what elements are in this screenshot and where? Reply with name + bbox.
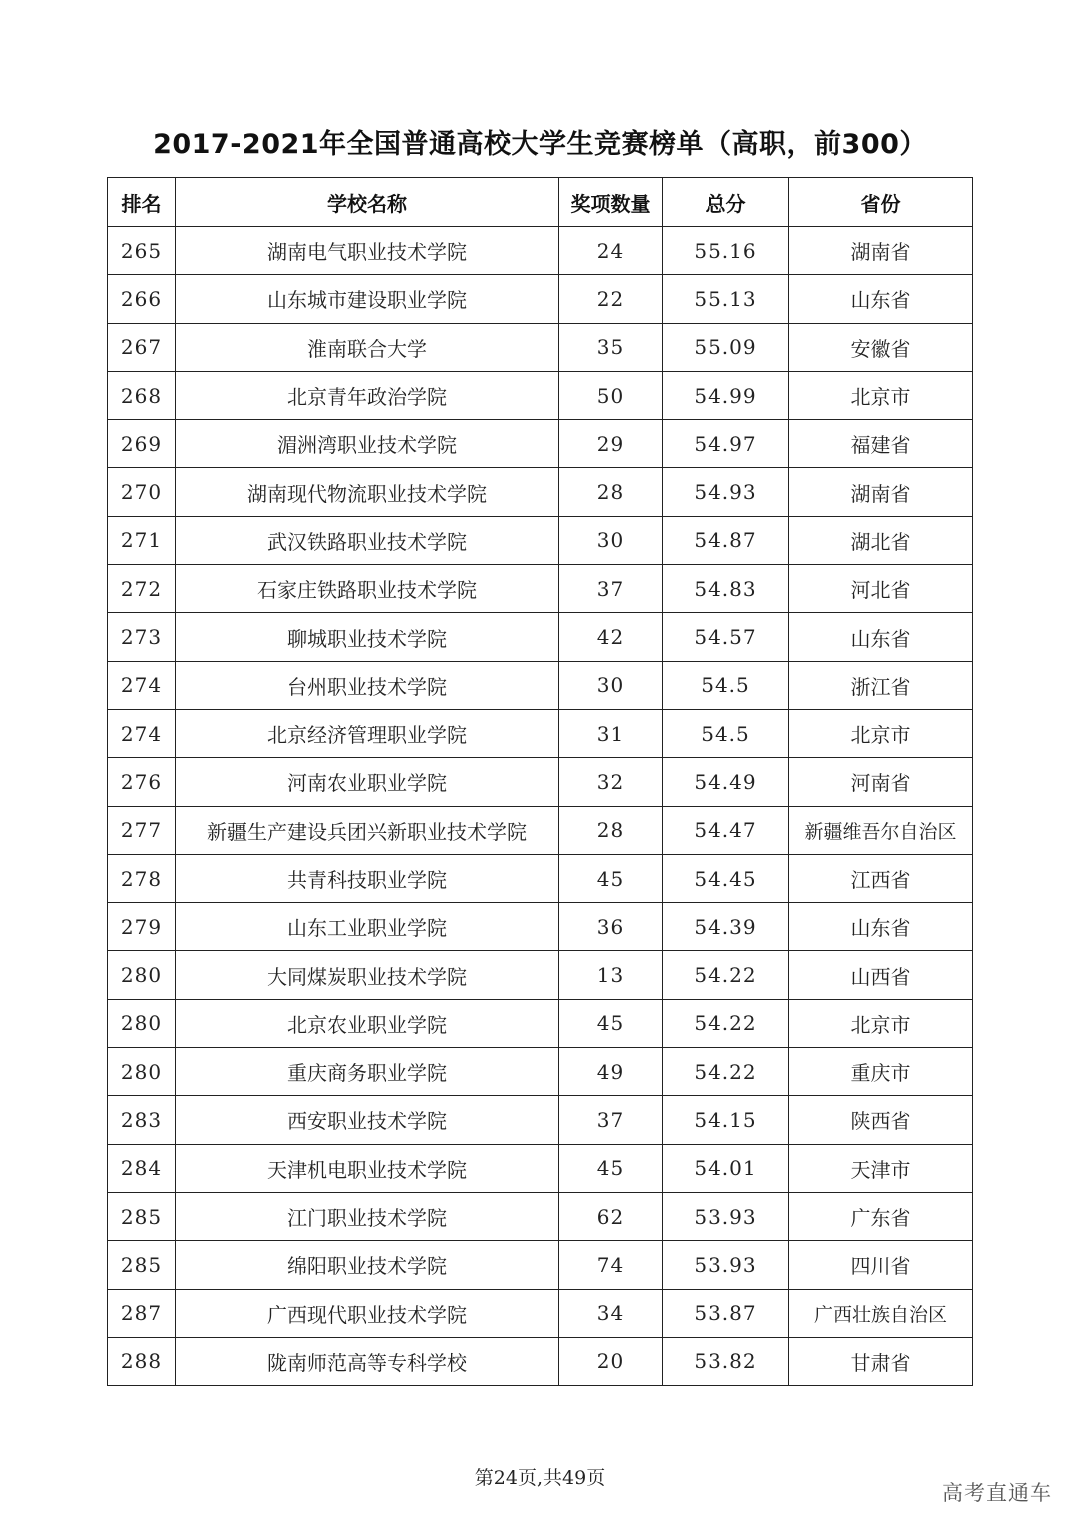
cell-school: 湖南现代物流职业技术学院 bbox=[176, 468, 559, 516]
cell-score: 54.22 bbox=[663, 1048, 789, 1096]
table-row bbox=[108, 565, 973, 613]
cell-province: 甘肃省 bbox=[789, 1337, 973, 1385]
table-row bbox=[108, 758, 973, 806]
cell-rank: 273 bbox=[108, 613, 176, 661]
document-title: 2017-2021年全国普通高校大学生竞赛榜单（高职，前300） bbox=[153, 129, 927, 160]
cell-rank: 274 bbox=[108, 709, 176, 757]
cell-awards: 20 bbox=[559, 1337, 663, 1385]
cell-rank: 270 bbox=[108, 468, 176, 516]
cell-score: 54.83 bbox=[663, 565, 789, 613]
cell-score: 54.5 bbox=[663, 709, 789, 757]
cell-province: 山东省 bbox=[789, 903, 973, 951]
cell-province: 广东省 bbox=[789, 1192, 973, 1240]
cell-rank: 269 bbox=[108, 420, 176, 468]
cell-awards: 30 bbox=[559, 661, 663, 709]
cell-score: 53.87 bbox=[663, 1289, 789, 1337]
cell-score: 54.15 bbox=[663, 1096, 789, 1144]
table-header bbox=[108, 178, 973, 227]
cell-rank: 285 bbox=[108, 1192, 176, 1240]
cell-score: 53.93 bbox=[663, 1241, 789, 1289]
cell-score: 54.57 bbox=[663, 613, 789, 661]
cell-province: 山东省 bbox=[789, 613, 973, 661]
table-row bbox=[108, 709, 973, 757]
table-row bbox=[108, 516, 973, 564]
cell-province: 陕西省 bbox=[789, 1096, 973, 1144]
cell-school: 新疆生产建设兵团兴新职业技术学院 bbox=[176, 806, 559, 854]
table-row bbox=[108, 1144, 973, 1192]
cell-score: 54.49 bbox=[663, 758, 789, 806]
cell-school: 北京青年政治学院 bbox=[176, 371, 559, 419]
cell-rank: 280 bbox=[108, 951, 176, 999]
cell-province: 北京市 bbox=[789, 709, 973, 757]
cell-school: 北京农业职业学院 bbox=[176, 999, 559, 1047]
cell-score: 54.01 bbox=[663, 1144, 789, 1192]
cell-score: 55.09 bbox=[663, 323, 789, 371]
cell-rank: 266 bbox=[108, 275, 176, 323]
cell-score: 54.22 bbox=[663, 951, 789, 999]
cell-province: 重庆市 bbox=[789, 1048, 973, 1096]
cell-province: 北京市 bbox=[789, 999, 973, 1047]
cell-school: 台州职业技术学院 bbox=[176, 661, 559, 709]
cell-school: 大同煤炭职业技术学院 bbox=[176, 951, 559, 999]
ranking-table bbox=[107, 177, 973, 1386]
table-row bbox=[108, 999, 973, 1047]
cell-score: 54.47 bbox=[663, 806, 789, 854]
cell-score: 54.5 bbox=[663, 661, 789, 709]
cell-awards: 37 bbox=[559, 1096, 663, 1144]
watermark-text: 高考直通车 bbox=[942, 1481, 1052, 1505]
cell-school: 湖南电气职业技术学院 bbox=[176, 227, 559, 275]
cell-awards: 13 bbox=[559, 951, 663, 999]
table-row bbox=[108, 613, 973, 661]
cell-awards: 28 bbox=[559, 806, 663, 854]
cell-school: 北京经济管理职业学院 bbox=[176, 709, 559, 757]
cell-school: 广西现代职业技术学院 bbox=[176, 1289, 559, 1337]
header-row bbox=[108, 178, 973, 227]
cell-score: 54.87 bbox=[663, 516, 789, 564]
cell-school: 共青科技职业学院 bbox=[176, 854, 559, 902]
cell-awards: 36 bbox=[559, 903, 663, 951]
cell-school: 淮南联合大学 bbox=[176, 323, 559, 371]
cell-province: 北京市 bbox=[789, 371, 973, 419]
cell-province: 湖南省 bbox=[789, 468, 973, 516]
cell-rank: 276 bbox=[108, 758, 176, 806]
table-row bbox=[108, 1096, 973, 1144]
cell-school: 重庆商务职业学院 bbox=[176, 1048, 559, 1096]
header-province: 省份 bbox=[789, 178, 973, 227]
cell-province: 河南省 bbox=[789, 758, 973, 806]
cell-school: 聊城职业技术学院 bbox=[176, 613, 559, 661]
cell-score: 54.99 bbox=[663, 371, 789, 419]
cell-province: 山西省 bbox=[789, 951, 973, 999]
cell-rank: 277 bbox=[108, 806, 176, 854]
cell-rank: 268 bbox=[108, 371, 176, 419]
cell-score: 55.13 bbox=[663, 275, 789, 323]
cell-school: 陇南师范高等专科学校 bbox=[176, 1337, 559, 1385]
cell-province: 广西壮族自治区 bbox=[789, 1289, 973, 1337]
cell-rank: 274 bbox=[108, 661, 176, 709]
cell-score: 55.16 bbox=[663, 227, 789, 275]
table-row bbox=[108, 420, 973, 468]
cell-awards: 34 bbox=[559, 1289, 663, 1337]
header-score: 总分 bbox=[663, 178, 789, 227]
table-row bbox=[108, 1289, 973, 1337]
cell-awards: 35 bbox=[559, 323, 663, 371]
cell-score: 54.93 bbox=[663, 468, 789, 516]
table-row bbox=[108, 1241, 973, 1289]
cell-province: 安徽省 bbox=[789, 323, 973, 371]
cell-awards: 45 bbox=[559, 854, 663, 902]
cell-province: 浙江省 bbox=[789, 661, 973, 709]
cell-province: 河北省 bbox=[789, 565, 973, 613]
cell-awards: 42 bbox=[559, 613, 663, 661]
table-row bbox=[108, 468, 973, 516]
cell-awards: 50 bbox=[559, 371, 663, 419]
table-row bbox=[108, 806, 973, 854]
cell-school: 山东城市建设职业学院 bbox=[176, 275, 559, 323]
cell-score: 53.93 bbox=[663, 1192, 789, 1240]
cell-province: 山东省 bbox=[789, 275, 973, 323]
cell-awards: 28 bbox=[559, 468, 663, 516]
table-row bbox=[108, 1337, 973, 1385]
cell-awards: 74 bbox=[559, 1241, 663, 1289]
cell-school: 石家庄铁路职业技术学院 bbox=[176, 565, 559, 613]
cell-province: 新疆维吾尔自治区 bbox=[789, 806, 973, 854]
cell-score: 54.39 bbox=[663, 903, 789, 951]
cell-school: 绵阳职业技术学院 bbox=[176, 1241, 559, 1289]
table-row bbox=[108, 323, 973, 371]
cell-awards: 29 bbox=[559, 420, 663, 468]
table-body bbox=[108, 227, 973, 1386]
table-row bbox=[108, 1192, 973, 1240]
cell-rank: 278 bbox=[108, 854, 176, 902]
cell-school: 湄洲湾职业技术学院 bbox=[176, 420, 559, 468]
cell-rank: 284 bbox=[108, 1144, 176, 1192]
cell-awards: 24 bbox=[559, 227, 663, 275]
cell-rank: 288 bbox=[108, 1337, 176, 1385]
cell-rank: 280 bbox=[108, 999, 176, 1047]
cell-rank: 272 bbox=[108, 565, 176, 613]
table-row bbox=[108, 1048, 973, 1096]
cell-province: 江西省 bbox=[789, 854, 973, 902]
cell-province: 四川省 bbox=[789, 1241, 973, 1289]
table-row bbox=[108, 903, 973, 951]
table-row bbox=[108, 661, 973, 709]
cell-province: 天津市 bbox=[789, 1144, 973, 1192]
table-row bbox=[108, 854, 973, 902]
cell-score: 53.82 bbox=[663, 1337, 789, 1385]
header-rank: 排名 bbox=[108, 178, 176, 227]
cell-awards: 32 bbox=[559, 758, 663, 806]
table-row bbox=[108, 227, 973, 275]
cell-rank: 283 bbox=[108, 1096, 176, 1144]
cell-school: 西安职业技术学院 bbox=[176, 1096, 559, 1144]
cell-province: 福建省 bbox=[789, 420, 973, 468]
cell-awards: 45 bbox=[559, 1144, 663, 1192]
cell-rank: 280 bbox=[108, 1048, 176, 1096]
cell-school: 河南农业职业学院 bbox=[176, 758, 559, 806]
cell-school: 天津机电职业技术学院 bbox=[176, 1144, 559, 1192]
cell-province: 湖南省 bbox=[789, 227, 973, 275]
cell-awards: 30 bbox=[559, 516, 663, 564]
table-row bbox=[108, 951, 973, 999]
cell-awards: 37 bbox=[559, 565, 663, 613]
cell-awards: 62 bbox=[559, 1192, 663, 1240]
table-row bbox=[108, 275, 973, 323]
cell-school: 山东工业职业学院 bbox=[176, 903, 559, 951]
cell-rank: 265 bbox=[108, 227, 176, 275]
cell-awards: 45 bbox=[559, 999, 663, 1047]
cell-awards: 49 bbox=[559, 1048, 663, 1096]
cell-score: 54.45 bbox=[663, 854, 789, 902]
header-awards: 奖项数量 bbox=[559, 178, 663, 227]
cell-rank: 267 bbox=[108, 323, 176, 371]
cell-rank: 287 bbox=[108, 1289, 176, 1337]
cell-rank: 279 bbox=[108, 903, 176, 951]
header-school: 学校名称 bbox=[176, 178, 559, 227]
cell-school: 江门职业技术学院 bbox=[176, 1192, 559, 1240]
table-row bbox=[108, 371, 973, 419]
cell-rank: 271 bbox=[108, 516, 176, 564]
cell-province: 湖北省 bbox=[789, 516, 973, 564]
cell-awards: 31 bbox=[559, 709, 663, 757]
cell-score: 54.22 bbox=[663, 999, 789, 1047]
page-number: 第24页,共49页 bbox=[474, 1467, 606, 1489]
cell-awards: 22 bbox=[559, 275, 663, 323]
cell-school: 武汉铁路职业技术学院 bbox=[176, 516, 559, 564]
cell-score: 54.97 bbox=[663, 420, 789, 468]
cell-rank: 285 bbox=[108, 1241, 176, 1289]
